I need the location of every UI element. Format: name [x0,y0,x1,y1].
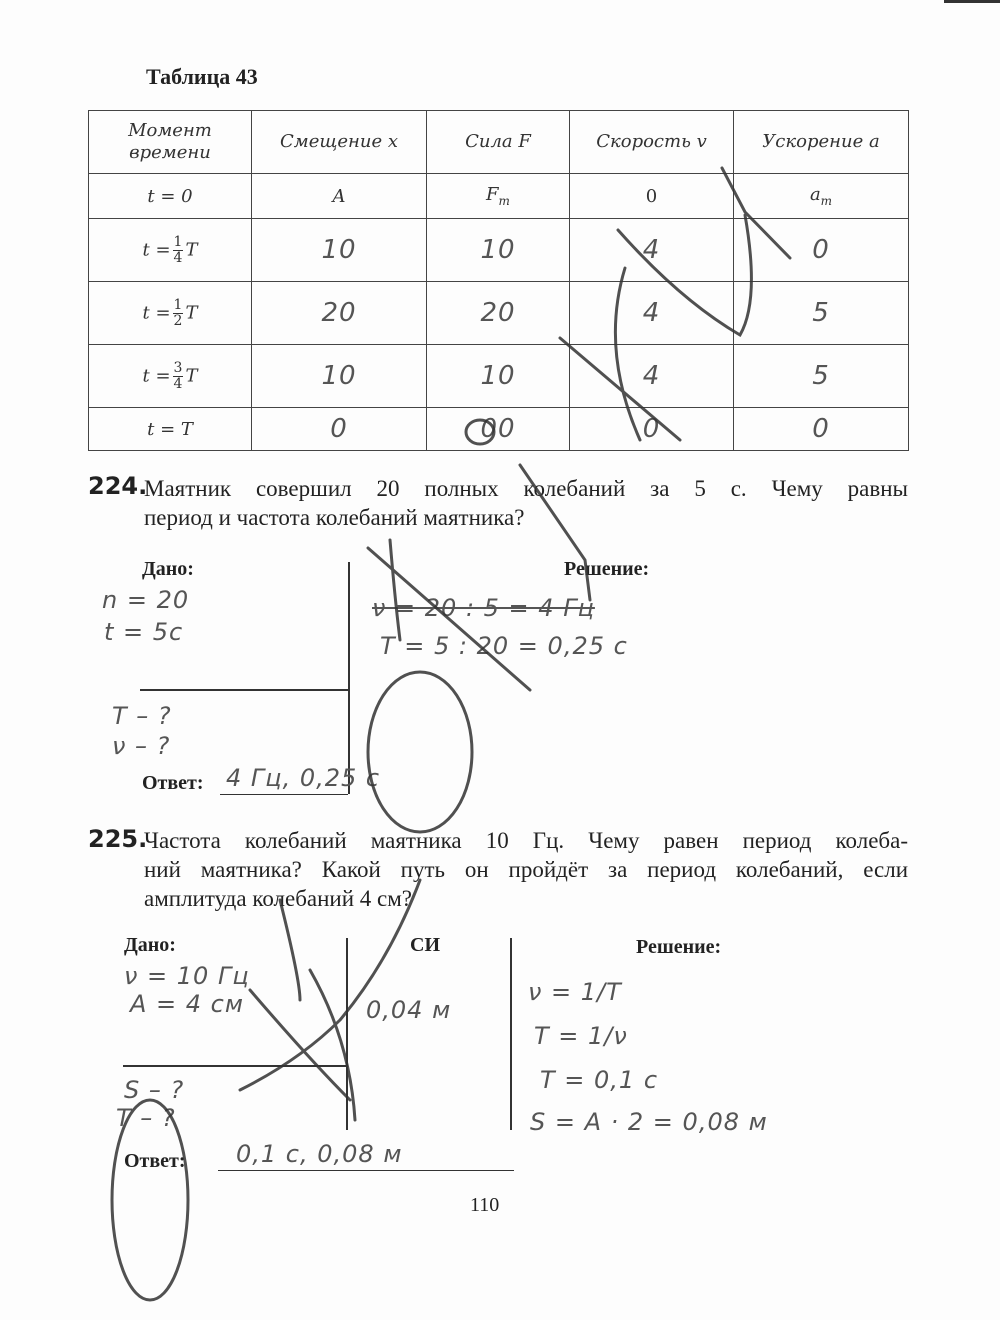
si-amplitude: 0,04 м [366,996,452,1024]
given-divider [348,562,350,794]
accel-symbol: a [809,184,821,205]
cell-velocity: 0 [570,174,734,219]
table-row [89,174,909,219]
problem-224-given-label: Дано: [142,558,194,580]
header-force: Сила F [427,111,570,174]
cell-acceleration: 0 [734,219,909,282]
denominator: 2 [173,312,183,329]
problem-224-text [144,474,908,532]
cell-time: t = T [89,408,252,451]
cell-velocity: 4 [570,219,734,282]
time-prefix: t = [142,365,171,386]
given-amplitude: A = 4 см [130,990,244,1018]
table-row [89,219,909,282]
denominator: 4 [173,375,183,392]
given-t: t = 5c [104,618,184,646]
table-row [89,408,909,451]
fraction [173,298,184,329]
solution-period-value: T = 0,1 c [540,1066,659,1094]
cell-velocity: 0 [570,408,734,451]
answer-underline [220,794,348,795]
cell-displacement: 20 [252,282,427,345]
solution-path-value: S = A · 2 = 0,08 м [530,1108,768,1136]
cell-velocity: 4 [570,345,734,408]
time-suffix: T [185,302,198,323]
find-path: S – ? [124,1076,185,1104]
problem-225-given-label: Дано: [124,934,176,956]
problem-224-solution-label: Решение: [564,558,650,580]
accel-subscript: m [820,194,833,208]
cell-time: t = 0 [89,174,252,219]
time-prefix: t = [142,302,171,323]
solution-formula-period: T = 1/ν [534,1022,628,1050]
solution-formula-frequency: ν = 1/T [528,978,622,1006]
problem-225-text [144,826,908,913]
numerator: 1 [173,296,183,313]
cell-acceleration: 5 [734,345,909,408]
given-n: n = 20 [102,586,190,614]
cell-acceleration: 0 [734,408,909,451]
find-period: T – ? [112,702,172,730]
problem-225-si-label: СИ [410,934,440,956]
given-frequency: ν = 10 Гц [124,962,250,990]
problem-224-answer-label: Ответ: [142,772,204,794]
problem-225-line3: амплитуда колебаний 4 см? [144,886,413,911]
fraction [173,235,184,266]
cell-time [89,345,252,408]
fraction [173,361,184,392]
cell-acceleration: 5 [734,282,909,345]
time-suffix: T [185,239,198,260]
problem-225-number: 225. [88,825,148,853]
header-moment-line2: времени [129,142,211,163]
oscillation-table [88,110,909,451]
problem-224-answer: 4 Гц, 0,25 c [226,764,381,792]
cell-displacement: A [252,174,427,219]
time-suffix: T [185,365,198,386]
given-find-divider [140,689,349,691]
header-moment-line1: Момент [128,120,212,141]
cell-force: 10 [427,345,570,408]
cell-velocity: 4 [570,282,734,345]
header-displacement: Смещение x [252,111,427,174]
si-solution-divider [510,938,512,1130]
table-row [89,282,909,345]
time-prefix: t = [142,239,171,260]
denominator: 4 [173,249,183,266]
problem-224-line1: Маятник совершил 20 полных колебаний за 5 с. Чему равны [144,476,908,501]
problem-224-line2: период и частота колебаний маятника? [144,505,525,530]
cell-displacement: 0 [252,408,427,451]
problem-225-answer-label: Ответ: [124,1150,186,1172]
problem-225-line2: ний маятника? Какой путь он пройдёт за период колебаний, если [144,857,908,882]
find-period: T – ? [116,1104,176,1132]
cell-acceleration [734,174,909,219]
problem-225-line1: Частота колебаний маятника 10 Гц. Чему равен период колеба- [144,828,908,853]
numerator: 1 [173,233,183,250]
numerator: 3 [173,359,183,376]
solution-period: T = 5 : 20 = 0,25 c [380,632,628,660]
cell-displacement: 10 [252,219,427,282]
header-acceleration: Ускорение a [734,111,909,174]
cell-force: 00 [427,408,570,451]
table-title: Таблица 43 [146,64,258,89]
solution-frequency: ν = 20 : 5 = 4 Гц [372,594,595,622]
force-symbol: F [486,184,499,205]
cell-force: 20 [427,282,570,345]
header-moment [89,111,252,174]
cell-time [89,282,252,345]
cell-force: 10 [427,219,570,282]
given-find-divider [123,1065,347,1067]
problem-225-answer: 0,1 c, 0,08 м [236,1140,403,1168]
problem-225-solution-label: Решение: [636,936,722,958]
cell-time [89,219,252,282]
table-row [89,345,909,408]
page-number: 110 [470,1194,500,1216]
table-header-row [89,111,909,174]
force-subscript: m [498,194,510,208]
find-frequency: ν – ? [112,732,171,760]
answer-underline [218,1170,514,1171]
given-si-divider [346,938,348,1130]
header-velocity: Скорость v [570,111,734,174]
cell-force [427,174,570,219]
cell-displacement: 10 [252,345,427,408]
scan-edge-mark [944,0,1000,3]
problem-224-number: 224. [88,472,148,500]
